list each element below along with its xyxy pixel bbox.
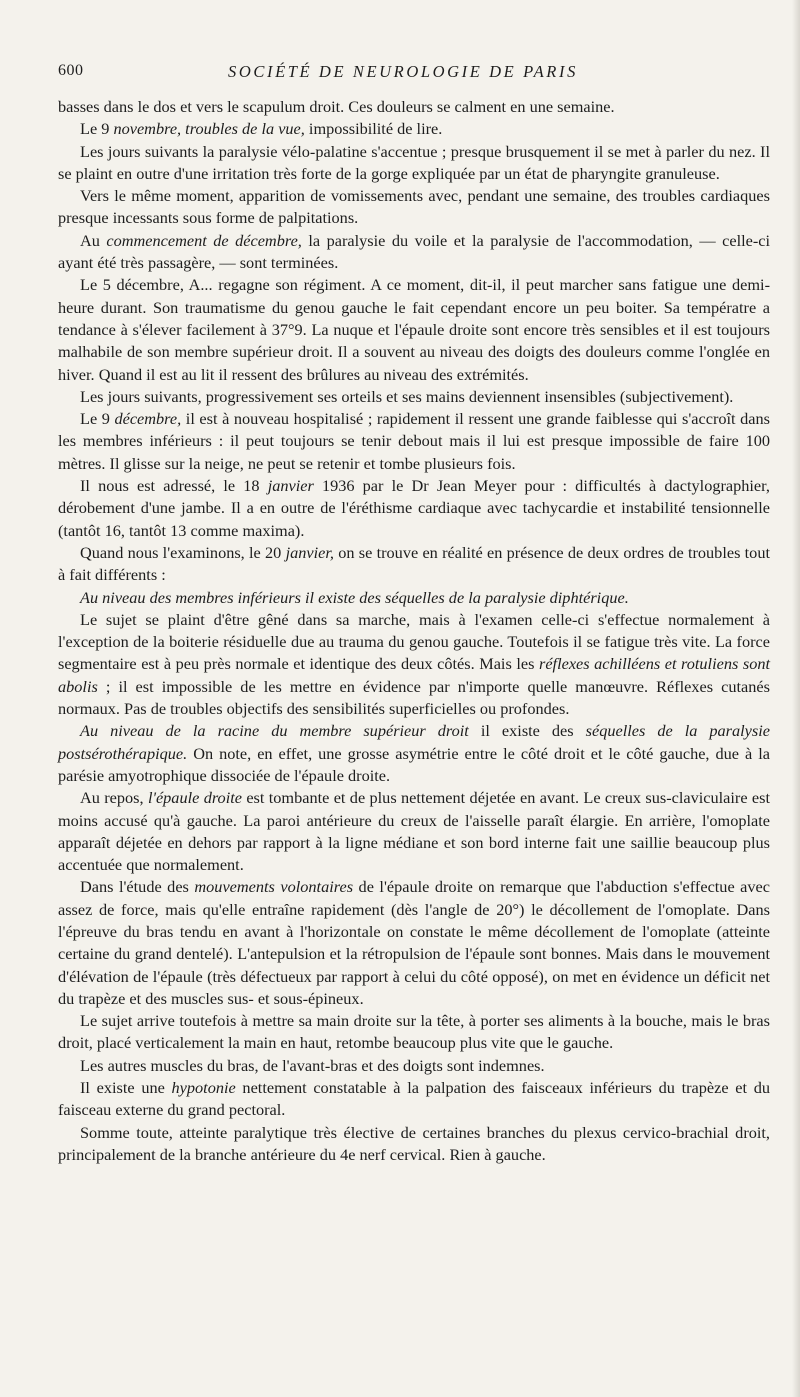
paragraph [58, 876, 770, 1010]
text-run: Le 5 décembre, A... regagne son régiment. A ce moment, dit-il, il peut marcher sans fatigue une demi-heure durant. Son traumatisme du genou gauche le fait cependant encore un peu boiter. Sa températre a tendance à s'élever facilement à 37°9. La nuque et l'épaule droite sont encore très sensibles et il est toujours malhabile de son membre supérieur droit. Il a souvent au niveau des doigts des douleurs comme l'onglée en hiver. Quand il est au lit il ressent des brûlures au niveau des extrémités. [58, 275, 770, 384]
paragraph [58, 141, 770, 186]
running-title: SOCIÉTÉ DE NEUROLOGIE DE PARIS [228, 62, 578, 81]
italic-text: novembre, troubles de la vue, [113, 119, 305, 139]
paragraph [58, 408, 770, 475]
italic-text: Au niveau des membres inférieurs il existe des séquelles de la paralysie diphtérique. [80, 587, 629, 607]
text-run: Quand nous l'examinons, le 20 [80, 542, 286, 562]
paragraph [58, 475, 770, 542]
paragraph [58, 96, 770, 118]
paragraph [58, 386, 770, 408]
text-run: On note, en effet, une grosse asymétrie entre le côté droit et le côté gauche, due à la parésie amyotrophique dissociée de l'épaule droite. [58, 743, 770, 785]
text-run: Il nous est adressé, le 18 [80, 476, 268, 496]
paragraph [58, 1077, 770, 1122]
italic-text: l'épaule droite [147, 788, 242, 808]
text-run: Les jours suivants, progressivement ses orteils et ses mains deviennent insensibles (subjectivement). [80, 386, 734, 406]
article-body [58, 96, 770, 1166]
paragraph [58, 274, 770, 385]
text-run: Les autres muscles du bras, de l'avant-bras et des doigts sont indemnes. [80, 1055, 545, 1075]
text-run: Il existe une [80, 1078, 172, 1098]
paragraph [58, 1122, 770, 1167]
paragraph [58, 118, 770, 140]
text-run: Le sujet se plaint d'être gêné dans sa marche, mais à l'examen celle-ci s'effectue normalement à l'exception de la boiterie résiduelle due au trauma du genou gauche. Toutefois il se fatigue très vite. La force segmentaire est à peu près normale et identique des deux côtés. Mais les [58, 609, 770, 674]
text-run: Vers le même moment, apparition de vomissements avec, pendant une semaine, des troubles cardiaques presque incessants sous forme de palpitations. [58, 186, 770, 228]
italic-text: Au niveau de la racine du membre supérieur droit [80, 721, 469, 741]
italic-text: décembre, [114, 409, 182, 429]
paragraph [58, 720, 770, 787]
text-run: de l'épaule droite on remarque que l'abduction s'effectue avec assez de force, mais qu'elle entraîne rapidement (dès l'angle de 20°) le décollement de l'omoplate. Dans l'épreuve du bras tendu en avant à l'horizontale on constate le même décollement de l'omoplate (atteinte certaine du grand dentelé). L'antepulsion et la rétropulsion de l'épaule sont bonnes. Mais dans le mouvement d'élévation de l'épaule (très défectueux par rapport à celui du côté opposé), on met en évidence un déficit net du trapèze et des muscles sus- et sous-épineux. [58, 877, 771, 1008]
text-run: Dans l'étude des [80, 877, 195, 897]
paragraph [58, 185, 770, 230]
text-run: on se trouve en réalité en présence de deux ordres de troubles tout à fait différents : [58, 542, 770, 585]
text-run: nettement constatable à la palpation des faisceaux inférieurs du trapèze et du faisceau externe du grand pectoral. [58, 1078, 770, 1120]
paragraph [58, 587, 770, 609]
paragraph [58, 542, 770, 587]
text-run: Le 9 [80, 119, 114, 139]
text-run: Au repos, [80, 788, 148, 808]
text-run: Le sujet arrive toutefois à mettre sa main droite sur la tête, à porter ses aliments à la bouche, mais le bras droit, placé verticalement la main en haut, retombe beaucoup plus vite que le gauche. [58, 1011, 770, 1053]
paragraph [58, 787, 770, 876]
paragraph [58, 230, 770, 275]
text-run: Au [80, 230, 107, 250]
italic-text: janvier, [285, 542, 334, 562]
paragraph [58, 609, 770, 720]
text-run: la paralysie du voile et la paralysie de l'accommodation, — celle-ci ayant été très passagère, — sont terminées. [58, 230, 771, 273]
text-run: basses dans le dos et vers le scapulum droit. Ces douleurs se calment en une semaine. [58, 97, 615, 116]
text-run: Le 9 [80, 409, 115, 429]
text-run: il est à nouveau hospitalisé ; rapidement il ressent une grande faiblesse qui s'accroît dans les membres inférieurs : il peut toujours se tenir debout mais il lui est presque impossible de faire 100 mètres. Il glisse sur la neige, ne peut se retenir et tombe plusieurs fois. [58, 409, 770, 473]
text-run: impossibilité de lire. [304, 119, 443, 139]
text-run: 1936 par le Dr Jean Meyer pour : difficultés à dactylographier, dérobement d'une jambe. Il a en outre de l'éréthisme cardiaque avec tachycardie et instabilité tensionnelle (tantôt 16, tantôt 13 comme maxima). [58, 476, 770, 540]
text-run: Les jours suivants la paralysie vélo-palatine s'accentue ; presque brusquement il se met à parler du nez. Il se plaint en outre d'une irritation très forte de la gorge expliquée par un état de pharyngite granuleuse. [58, 141, 770, 183]
text-run: est tombante et de plus nettement déjetée en avant. Le creux sus-claviculaire est moins accusé qu'à gauche. La paroi antérieure du creux de l'aisselle paraît élargie. En arrière, l'omoplate apparaît déjetée en dehors par rapport à la ligne médiane et son bord interne fait une saillie beaucoup plus accentuée que normalement. [58, 788, 771, 875]
page-edge-shadow [792, 0, 800, 1397]
text-run: Somme toute, atteinte paralytique très élective de certaines branches du plexus cervico-brachial droit, principalement de la branche antérieure du 4e nerf cervical. Rien à gauche. [58, 1122, 770, 1164]
italic-text: mouvements volontaires [194, 877, 354, 897]
italic-text: séquelles de la paralysie postsérothérapique. [58, 721, 770, 763]
text-run: ; il est impossible de les mettre en évidence par n'importe quelle manœuvre. Réflexes cutanés normaux. Pas de troubles objectifs des sensibilités superficielles ou profondes. [58, 676, 770, 719]
italic-text: janvier [267, 476, 314, 496]
paragraph [58, 1055, 770, 1077]
text-run: il existe des [468, 721, 586, 741]
italic-text: hypotonie [171, 1078, 236, 1098]
paragraph [58, 1010, 770, 1055]
page-number: 600 [58, 62, 84, 79]
italic-text: commencement de décembre, [106, 230, 302, 250]
page-header [58, 62, 768, 86]
italic-text: réflexes achilléens et rotuliens sont abolis [58, 654, 771, 696]
